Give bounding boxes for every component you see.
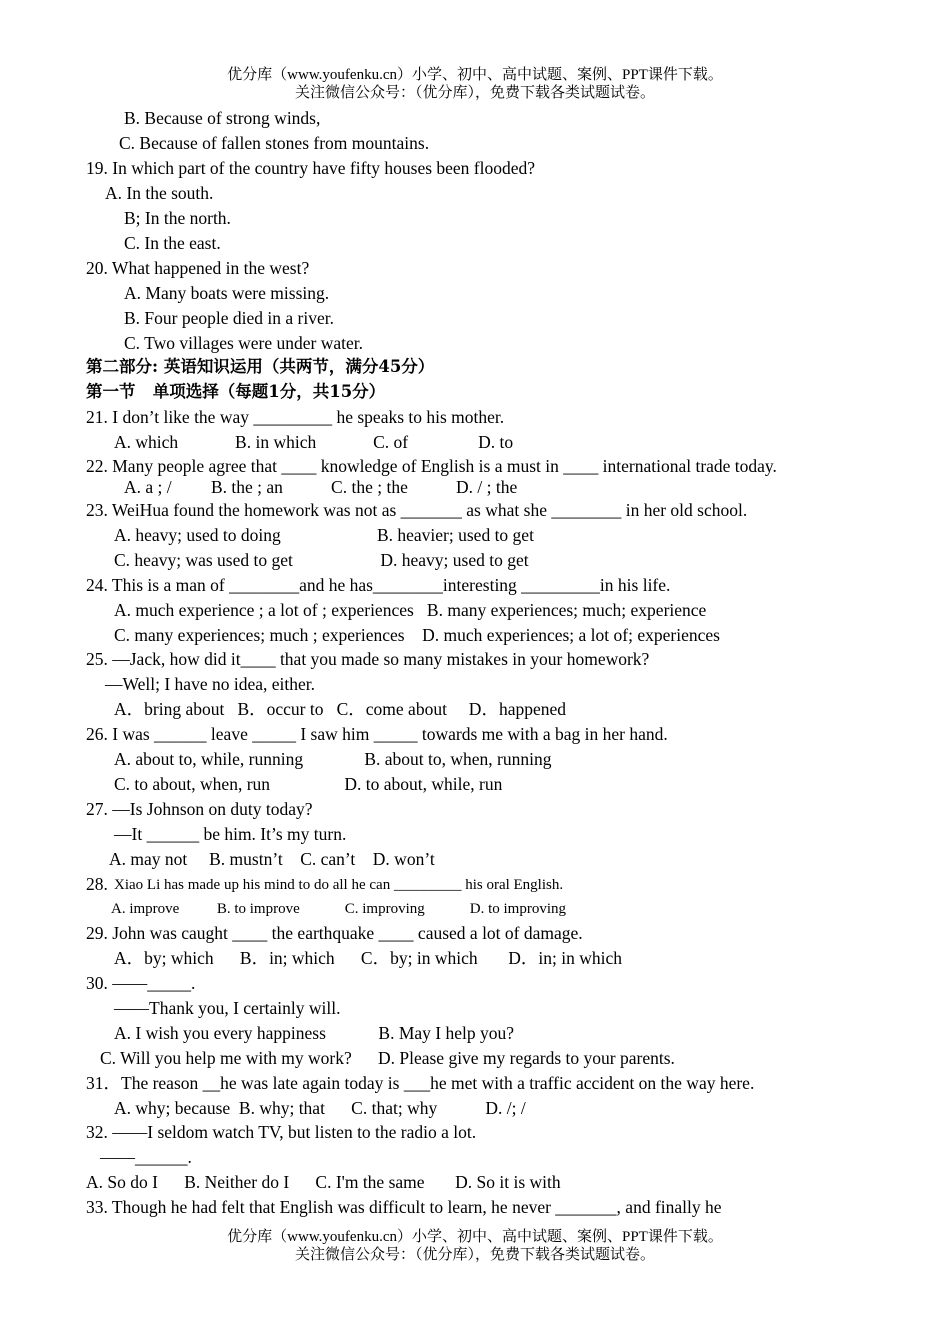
question-28-number: 28. <box>86 874 108 894</box>
question-32: 32. ——I seldom watch TV, but listen to the radio a lot. <box>86 1122 477 1142</box>
option-line: C. In the east. <box>124 233 221 253</box>
text-line: B. Because of strong winds, <box>124 108 321 128</box>
question-21: 21. I don’t like the way _________ he speaks to his mother. <box>86 407 505 427</box>
option-line: A. improve B. to improve C. improving D. to improving <box>111 901 566 917</box>
option-line: C. to about, when, run D. to about, while, run <box>114 774 503 794</box>
option-line: A. why; because B. why; that C. that; why D. /; / <box>114 1098 526 1118</box>
subsection-heading: 第一节 单项选择（每题1分，共15分） <box>86 382 386 401</box>
section-heading: 第二部分: 英语知识运用（共两节，满分45分） <box>86 357 435 376</box>
option-line: A. much experience ; a lot of ; experiences B. many experiences; much; experience <box>114 600 707 620</box>
option-line: A. about to, while, running B. about to, when, running <box>114 749 552 769</box>
question-19: 19. In which part of the country have fifty houses been flooded? <box>86 158 536 178</box>
question-29: 29. John was caught ____ the earthquake ____ caused a lot of damage. <box>86 923 583 943</box>
question-23: 23. WeiHua found the homework was not as _______ as what she ________ in her old school. <box>86 500 748 520</box>
option-line: A. which B. in which C. of D. to <box>114 432 514 452</box>
option-line: A. may not B. mustn’t C. can’t D. won’t <box>109 849 435 869</box>
footer-line-2: 关注微信公众号：（优分库），免费下载各类试题试卷。 <box>294 1247 655 1263</box>
option-line: C. Two villages were under water. <box>124 333 364 353</box>
question-33: 33. Though he had felt that English was difficult to learn, he never _______, and finally he <box>86 1197 722 1217</box>
question-24: 24. This is a man of ________and he has________interesting _________in his life. <box>86 575 671 595</box>
dialogue-line: —Well; I have no idea, either. <box>105 674 315 694</box>
dialogue-line: ——______. <box>100 1147 192 1167</box>
page-header <box>0 66 950 102</box>
option-line: A. In the south. <box>105 183 214 203</box>
option-line: A. I wish you every happiness B. May I help you? <box>114 1023 515 1043</box>
header-line-2: 关注微信公众号：（优分库），免费下载各类试题试卷。 <box>294 85 655 101</box>
option-line: A．by; which B．in; which C．by; in which D．in; in which <box>114 948 622 968</box>
header-line-1: 优分库（www.youfenku.cn）小学、初中、高中试题、案例、PPT课件下载。 <box>227 67 723 83</box>
text-line: C. Because of fallen stones from mountains. <box>119 133 430 153</box>
question-26: 26. I was ______ leave _____ I saw him _____ towards me with a bag in her hand. <box>86 724 668 744</box>
option-line: A．bring about B．occur to C．come about D．happened <box>114 699 566 719</box>
option-line: A. a ; / B. the ; an C. the ; the D. / ; the <box>124 477 518 497</box>
question-28: Xiao Li has made up his mind to do all he can _________ his oral English. <box>114 877 564 893</box>
option-line: A. So do I B. Neither do I C. I'm the same D. So it is with <box>86 1172 561 1192</box>
option-line: B. Four people died in a river. <box>124 308 334 328</box>
option-line: C. Will you help me with my work? D. Please give my regards to your parents. <box>100 1048 675 1068</box>
question-25: 25. —Jack, how did it____ that you made so many mistakes in your homework? <box>86 649 650 669</box>
page-footer <box>0 1228 950 1264</box>
question-30: 30. ——_____. <box>86 973 196 993</box>
dialogue-line: ——Thank you, I certainly will. <box>114 998 341 1018</box>
option-line: A. heavy; used to doing B. heavier; used to get <box>114 525 534 545</box>
option-line: B; In the north. <box>124 208 231 228</box>
question-31: 31．The reason __he was late again today is ___he met with a traffic accident on the way here. <box>86 1073 755 1093</box>
question-22: 22. Many people agree that ____ knowledge of English is a must in ____ international trade today. <box>86 456 777 476</box>
dialogue-line: —It ______ be him. It’s my turn. <box>114 824 347 844</box>
question-20: 20. What happened in the west? <box>86 258 310 278</box>
option-line: A. Many boats were missing. <box>124 283 330 303</box>
footer-line-1: 优分库（www.youfenku.cn）小学、初中、高中试题、案例、PPT课件下载。 <box>227 1229 723 1245</box>
question-27: 27. —Is Johnson on duty today? <box>86 799 313 819</box>
option-line: C. heavy; was used to get D. heavy; used to get <box>114 550 529 570</box>
option-line: C. many experiences; much ; experiences D. much experiences; a lot of; experiences <box>114 625 720 645</box>
